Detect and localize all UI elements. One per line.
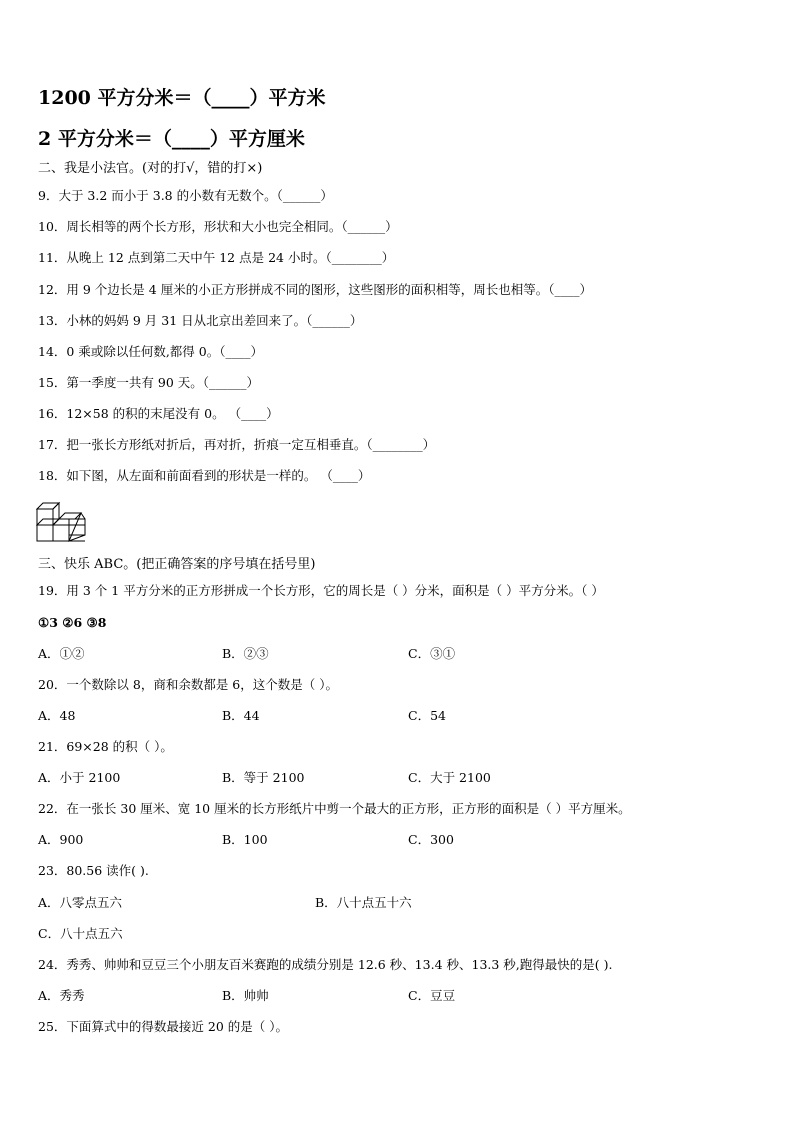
question-21-option-a: A．小于 2100 [38,770,121,785]
question-16: 16．12×58 的积的末尾没有 0。 （____） [38,406,279,421]
question-23-option-c: C．八十点五六 [38,926,123,941]
question-24-option-b: B．帅帅 [222,988,269,1003]
unit-conversion-item-1: 1200 平方分米＝（____）平方米 [38,87,326,109]
question-12: 12．用 9 个边长是 4 厘米的小正方形拼成不同的图形，这些图形的面积相等，周长也相等。（____） [38,282,592,297]
question-22: 22．在一张长 30 厘米、宽 10 厘米的长方形纸片中剪一个最大的正方形，正方形的面积是（ ）平方厘米。 [38,801,631,816]
question-23: 23．80.56 读作( ). [38,863,149,878]
question-22-option-c: C．300 [408,832,454,847]
question-14: 14．0 乘或除以任何数,都得 0。（____） [38,344,263,359]
question-24-option-c: C．豆豆 [408,988,456,1003]
question-17: 17．把一张长方形纸对折后，再对折，折痕一定互相垂直。（________） [38,437,436,452]
question-9: 9．大于 3.2 而小于 3.8 的小数有无数个。（______） [38,188,333,203]
question-13: 13．小林的妈妈 9 月 31 日从北京出差回来了。（______） [38,313,363,328]
question-19-option-a: A．①② [38,646,85,661]
question-15: 15．第一季度一共有 90 天。（______） [38,375,260,390]
question-10: 10．周长相等的两个长方形，形状和大小也完全相同。（______） [38,219,398,234]
question-18: 18．如下图，从左面和前面看到的形状是一样的。 （____） [38,468,371,483]
question-21: 21．69×28 的积（ ）。 [38,739,173,754]
question-19-circled-numbers: ①3 ②6 ③8 [38,615,107,630]
question-21-option-c: C．大于 2100 [408,770,491,785]
question-23-option-a: A．八零点五六 [38,895,123,910]
question-25: 25．下面算式中的得数最接近 20 的是（ ）。 [38,1019,288,1034]
question-21-option-b: B．等于 2100 [222,770,305,785]
question-20: 20．一个数除以 8，商和余数都是 6，这个数是（ ）。 [38,677,338,692]
question-19-option-b: B．②③ [222,646,269,661]
question-19-option-c: C．③① [408,646,456,661]
question-11: 11．从晚上 12 点到第二天中午 12 点是 24 小时。（________） [38,250,395,265]
section-2-title: 二、我是小法官。(对的打√，错的打×) [38,161,263,176]
question-22-option-b: B．100 [222,832,268,847]
section-3-title: 三、快乐 ABC。(把正确答案的序号填在括号里) [38,557,316,572]
question-20-option-b: B．44 [222,708,260,723]
question-24-option-a: A．秀秀 [38,988,85,1003]
question-19: 19．用 3 个 1 平方分米的正方形拼成一个长方形，它的周长是（ ）分米，面积是（ ）平方分米。（ ） [38,583,604,598]
question-22-option-a: A．900 [38,832,84,847]
question-20-option-a: A．48 [38,708,76,723]
question-24: 24．秀秀、帅帅和豆豆三个小朋友百米赛跑的成绩分别是 12.6 秒、13.4 秒、13.3 秒,跑得最快的是( ). [38,957,613,972]
question-20-option-c: C．54 [408,708,446,723]
cube-stack-figure [36,498,88,548]
unit-conversion-item-2: 2 平方分米＝（____）平方厘米 [38,128,305,150]
question-23-option-b: B．八十点五十六 [315,895,412,910]
